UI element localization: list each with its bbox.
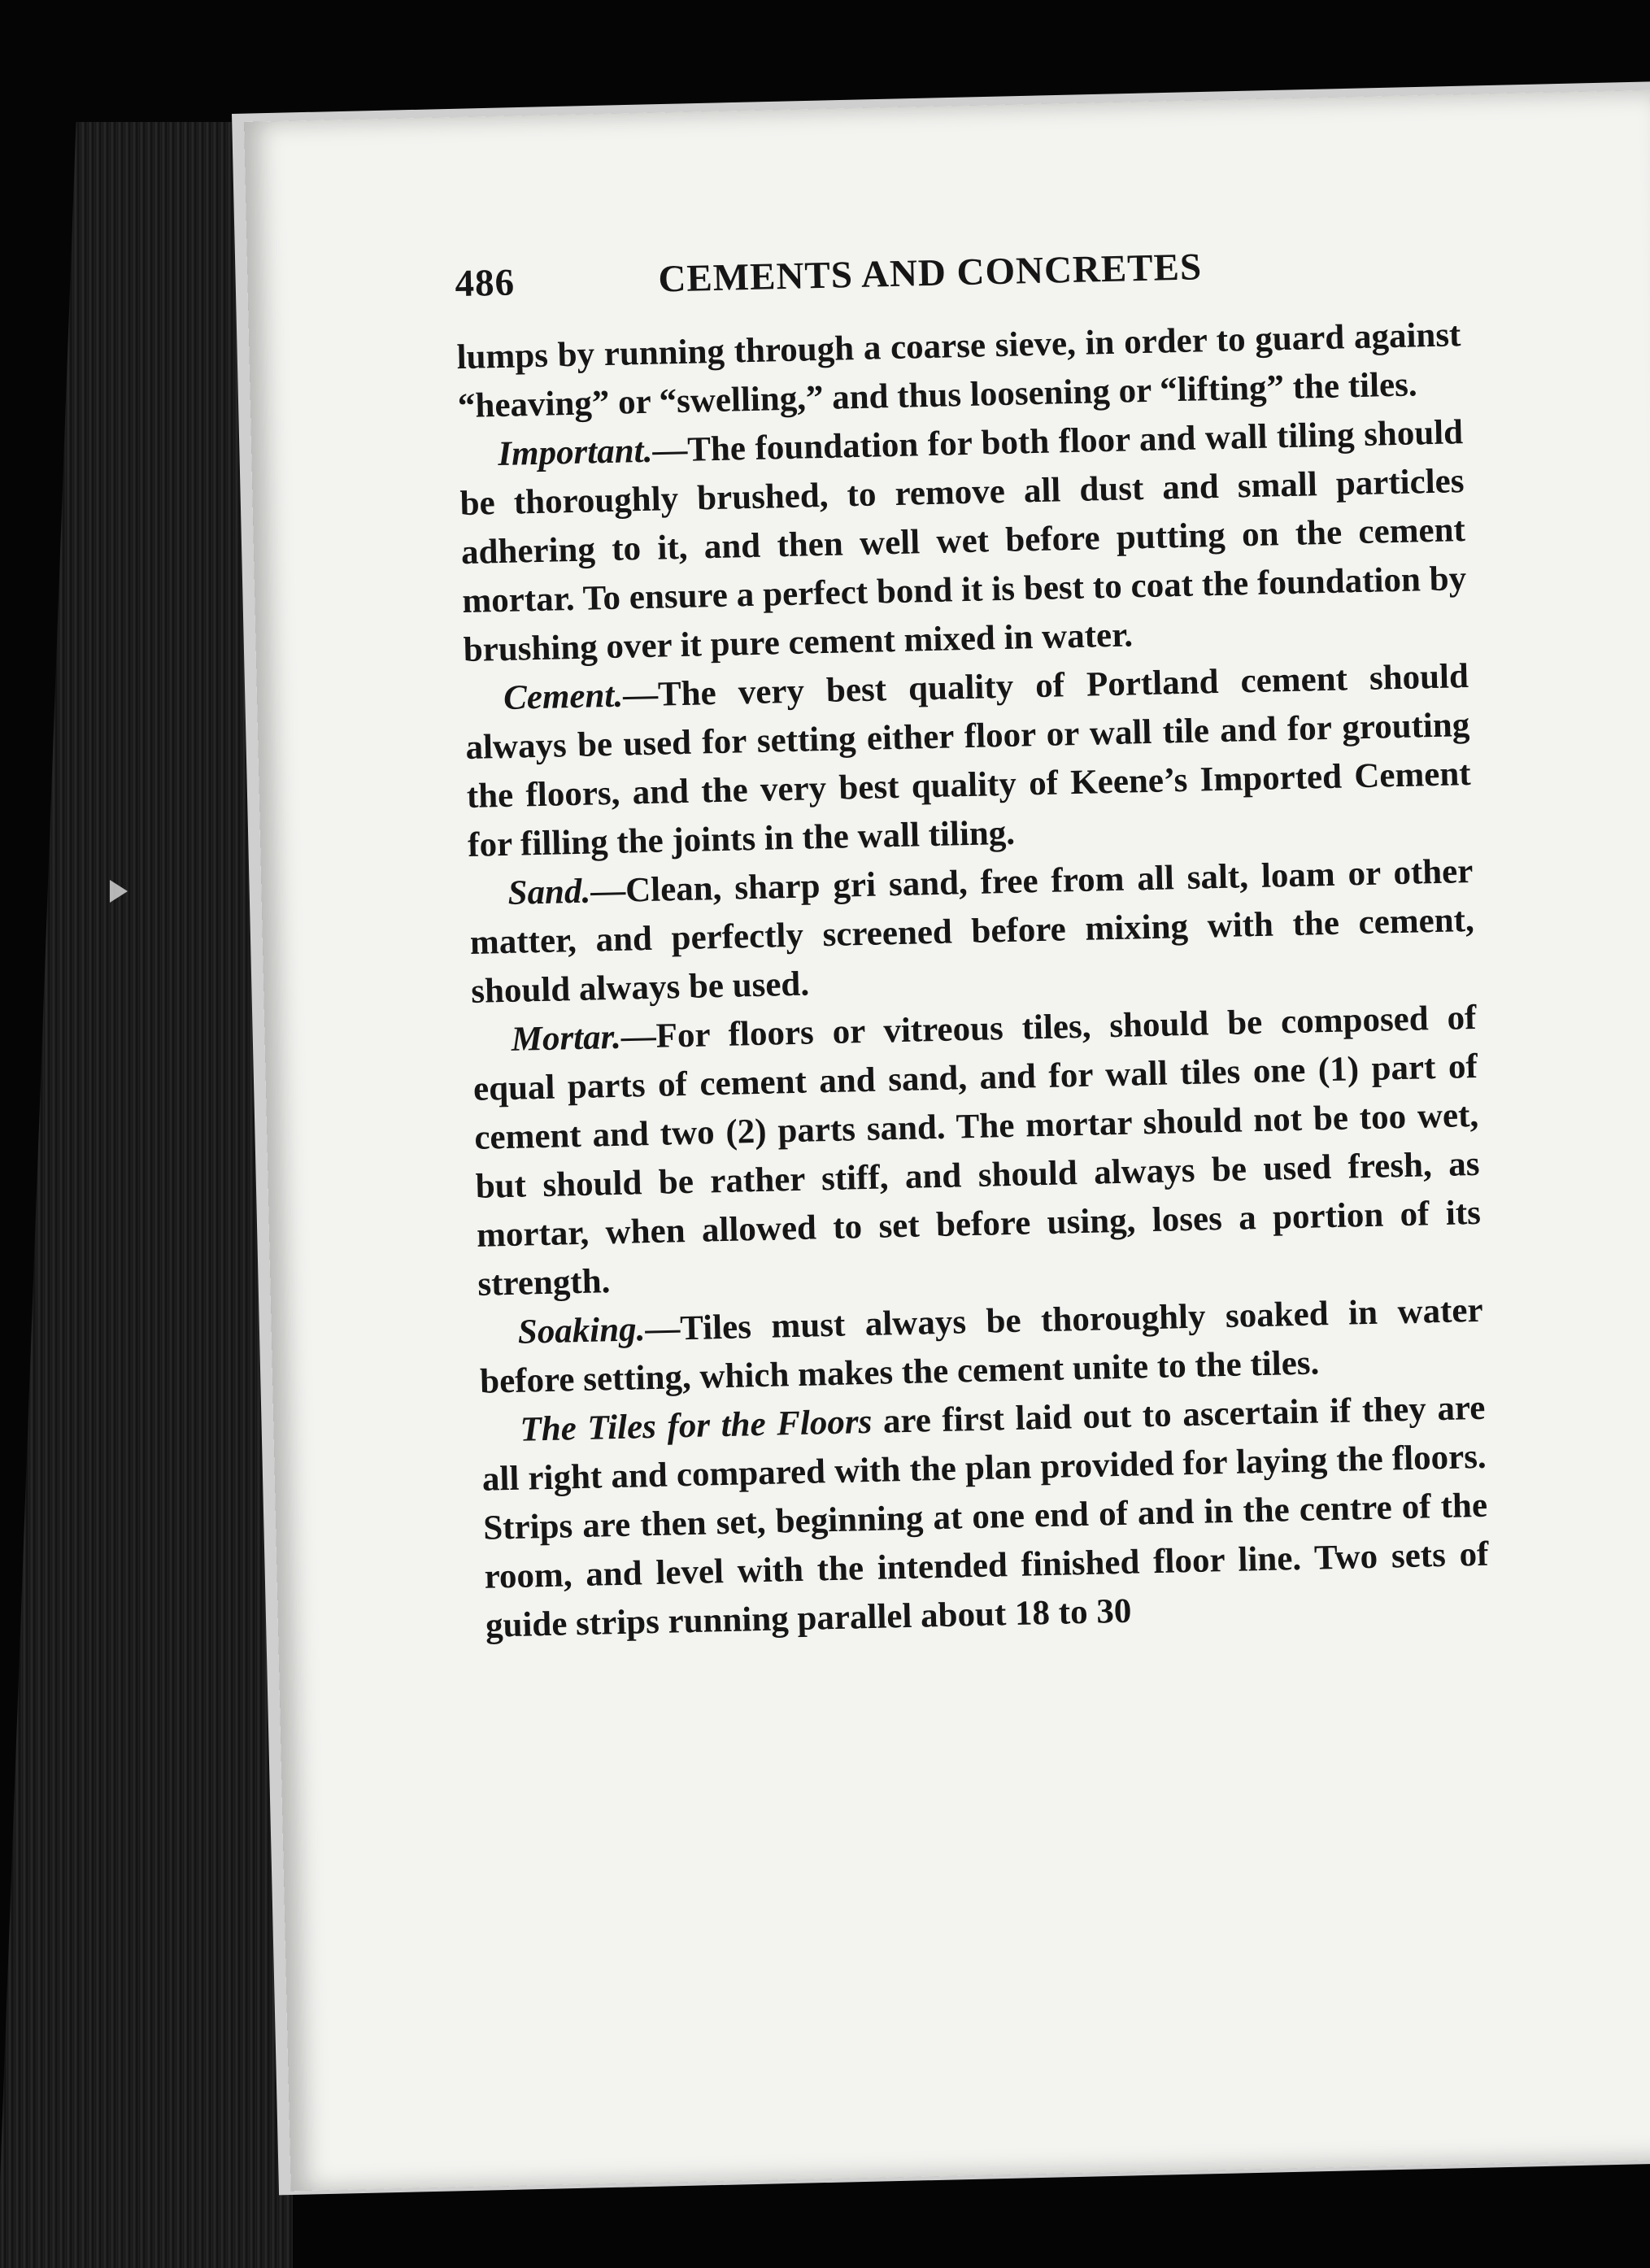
paragraph — [459, 408, 1468, 675]
paragraph-text: —The foundation for both floor and wall tiling should be thoroughly brushed, to remove all dust and small particles adhering to it, and then well wet before putting on the cement mortar. To ensure a perfect bond it is best to coat the foundation by brushing over it pure cement mixed in water. — [459, 413, 1467, 670]
paragraph — [481, 1384, 1490, 1651]
paragraph — [468, 847, 1476, 1016]
paragraph-text: —Clean, sharp gri sand, free from all salt, loam or other matter, and perfectly screened before mixing with the cement, should always be used. — [469, 851, 1475, 1011]
page-number: 486 — [454, 261, 516, 306]
paragraph-text: are first laid out to ascertain if they are all right and compared with the plan provided for laying the floors. Strips are then set, beginning at one end of and in the centre of the room, and level with the intended finished floor line. Two sets of guide strips running parallel about 18 to 30 — [481, 1388, 1489, 1645]
book-page — [244, 90, 1650, 2192]
paragraph-text: —The very best quality of Portland cement should always be used for setting either floor or wall tile and for grouting the floors, and the very best quality of Keene’s Imported Cement for filling the joints in the wall tiling. — [464, 657, 1472, 864]
body-text — [456, 311, 1490, 1651]
paragraph-lead: Soaking. — [517, 1310, 646, 1352]
running-title: CEMENTS AND CONCRETES — [657, 246, 1203, 301]
paragraph-lead: Important. — [497, 431, 653, 474]
paragraph-text: —Tiles must always be thoroughly soaked in water before setting, which makes the cement unite to the tiles. — [479, 1291, 1484, 1401]
running-head — [455, 239, 1460, 319]
paragraph-text: lumps by running through a coarse sieve, in order to guard against “heaving” or “swelling,” and thus loosening or “lifting” the tiles. — [456, 316, 1461, 426]
paragraph-lead: Sand. — [507, 872, 591, 912]
paragraph-text: —For floors or vitreous tiles, should be composed of equal parts of cement and sand, and for wall tiles one (1) part of cement and two (2) parts sand. The mortar should not be too wet, but should be rather stiff, and should always be used fresh, as mortar, when allowed to set before using, loses a portion of its strength. — [472, 998, 1482, 1304]
paragraph-lead: Mortar. — [511, 1017, 622, 1059]
page-content — [455, 239, 1490, 1651]
paragraph — [472, 994, 1482, 1309]
paragraph-lead: Cement. — [503, 676, 624, 717]
paragraph-lead: The Tiles for the Floors — [520, 1402, 873, 1449]
paragraph — [464, 652, 1472, 870]
